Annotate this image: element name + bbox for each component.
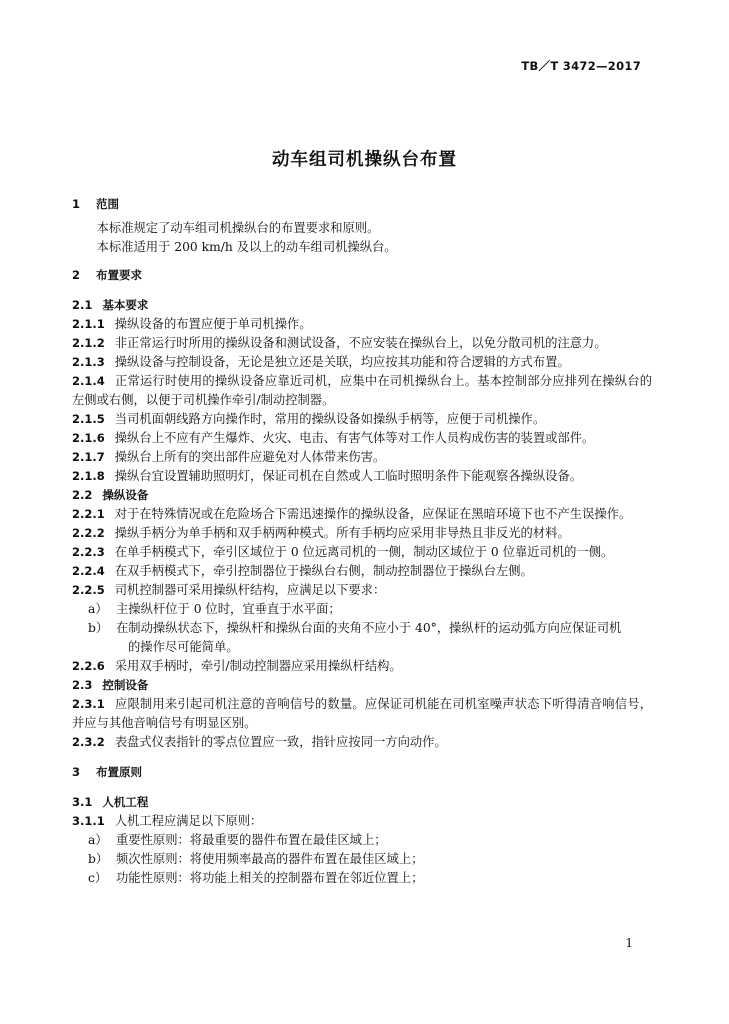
list-marker: c） [88,871,108,885]
clause-2-1-1 [72,315,652,334]
list-marker: a） [88,833,108,847]
subsection-3-1-heading [72,793,652,812]
list-item-a [72,600,652,619]
clause-text: 操纵设备的布置应便于单司机操作。 [114,317,312,331]
clause-2-2-6 [72,657,652,676]
clause-text: 对于在特殊情况或在危险场合下需迅速操作的操纵设备，应保证在黑暗环境下也不产生误操作。 [114,507,632,521]
clause-text: 操纵台宜设置辅助照明灯，保证司机在自然或人工临时照明条件下能观察各操纵设备。 [114,469,583,483]
page-number: 1 [625,936,633,950]
clause-2-2-2 [72,524,652,543]
clause-text: 在双手柄模式下，牵引控制器位于操纵台右侧，制动控制器位于操纵台左侧。 [114,564,533,578]
clause-3-1-1 [72,812,652,831]
clause-2-2-3 [72,543,652,562]
clause-2-1-4 [72,372,652,410]
clause-number: 2.1.1 [72,317,105,331]
clause-2-1-8 [72,467,652,486]
clause-text: 表盘式仪表指针的零点位置应一致，指针应按同一方向动作。 [114,735,447,749]
section-2-heading [72,267,652,283]
subsection-title: 人机工程 [102,795,149,809]
section-title: 布置原则 [96,765,143,779]
subsection-2-2-heading [72,486,652,505]
clause-text: 应限制用来引起司机注意的音响信号的数量。应保证司机能在司机室噪声状态下听得清音响信号，并应与其他音响信号有明显区别。 [72,697,652,730]
clause-text: 采用双手柄时，牵引/制动控制器应采用操纵杆结构。 [114,659,402,673]
clause-number: 2.2.4 [72,564,105,578]
list-text: 在制动操纵状态下，操纵杆和操纵台面的夹角不应小于 40°，操纵杆的运动弧方向应保证司机 [116,621,622,635]
clause-number: 2.1.7 [72,450,105,464]
list-item-c [72,869,652,888]
list-marker: b） [88,621,109,635]
document-title: 动车组司机操纵台布置 [272,150,457,170]
clause-2-3-2 [72,733,652,752]
clause-number: 2.1.4 [72,374,105,388]
section-number: 3 [72,765,81,779]
clause-2-1-5 [72,410,652,429]
section-number: 1 [72,197,81,211]
section-3-heading [72,764,652,780]
clause-text: 当司机面朝线路方向操作时，常用的操纵设备如操纵手柄等，应便于司机操作。 [114,412,546,426]
section-title: 范围 [96,197,120,211]
clause-2-1-7 [72,448,652,467]
clause-text: 操纵台上不应有产生爆炸、火灾、电击、有害气体等对工作人员构成伤害的装置或部件。 [114,431,595,445]
clause-2-1-6 [72,429,652,448]
clause-2-3-1 [72,695,652,733]
clause-number: 2.2.5 [72,583,105,597]
list-text: 重要性原则：将最重要的器件布置在最佳区域上； [116,833,387,847]
list-item-b [72,850,652,869]
clause-number: 2.2.2 [72,526,105,540]
list-marker: b） [88,852,109,866]
section-title: 布置要求 [96,268,143,282]
document-body [72,196,652,888]
clause-number: 2.3.1 [72,697,105,711]
scope-paragraph-2: 本标准适用于 200 km/h 及以上的动车组司机操纵台。 [96,240,397,254]
clause-2-1-2 [72,334,652,353]
standard-code: TB／T 3472—2017 [521,59,641,73]
clause-2-1-3 [72,353,652,372]
clause-text: 操纵手柄分为单手柄和双手柄两种模式。所有手柄均应采用非导热且非反光的材料。 [114,526,570,540]
subsection-2-3-heading [72,676,652,695]
clause-number: 2.1.5 [72,412,105,426]
clause-number: 2.3.2 [72,735,105,749]
subsection-2-1-heading [72,296,652,315]
list-item-b [72,619,652,638]
clause-text: 操纵设备与控制设备，无论是独立还是关联，均应按其功能和符合逻辑的方式布置。 [114,355,570,369]
clause-text: 操纵台上所有的突出部件应避免对人体带来伤害。 [114,450,386,464]
clause-text: 司机控制器可采用操纵杆结构，应满足以下要求： [114,583,386,597]
clause-number: 2.1.6 [72,431,105,445]
subsection-title: 控制设备 [102,678,149,692]
clause-text: 非正常运行时所用的操纵设备和测试设备，不应安装在操纵台上，以免分散司机的注意力。 [114,336,607,350]
subsection-number: 2.3 [72,678,93,692]
subsection-number: 2.1 [72,298,93,312]
list-text: 主操纵杆位于 0 位时，宜垂直于水平面； [116,602,341,616]
clause-number: 2.2.1 [72,507,105,521]
subsection-number: 3.1 [72,795,93,809]
scope-paragraph-1: 本标准规定了动车组司机操纵台的布置要求和原则。 [96,221,380,235]
clause-number: 2.2.3 [72,545,105,559]
clause-number: 2.1.8 [72,469,105,483]
section-number: 2 [72,268,81,282]
clause-number: 2.1.2 [72,336,105,350]
clause-number: 2.1.3 [72,355,105,369]
clause-2-2-1 [72,505,652,524]
section-1-heading [72,196,652,212]
list-text: 频次性原则：将使用频率最高的器件布置在最佳区域上； [116,852,424,866]
list-item-a [72,831,652,850]
clause-text: 人机工程应满足以下原则： [114,814,263,828]
list-text: 功能性原则：将功能上相关的控制器布置在邻近位置上； [116,871,424,885]
subsection-number: 2.2 [72,488,93,502]
subsection-title: 操纵设备 [102,488,149,502]
clause-2-2-5 [72,581,652,600]
list-marker: a） [88,602,108,616]
clause-number: 3.1.1 [72,814,105,828]
clause-text: 正常运行时使用的操纵设备应靠近司机，应集中在司机操纵台上。基本控制部分应排列在操纵台的左侧或右侧，以便于司机操作牵引/制动控制器。 [72,374,652,407]
clause-text: 在单手柄模式下，牵引区域位于 0 位远离司机的一侧，制动区域位于 0 位靠近司机的一侧。 [114,545,614,559]
clause-number: 2.2.6 [72,659,105,673]
clause-2-2-4 [72,562,652,581]
list-item-b-continuation: 的操作尽可能简单。 [128,640,239,654]
subsection-title: 基本要求 [102,298,149,312]
